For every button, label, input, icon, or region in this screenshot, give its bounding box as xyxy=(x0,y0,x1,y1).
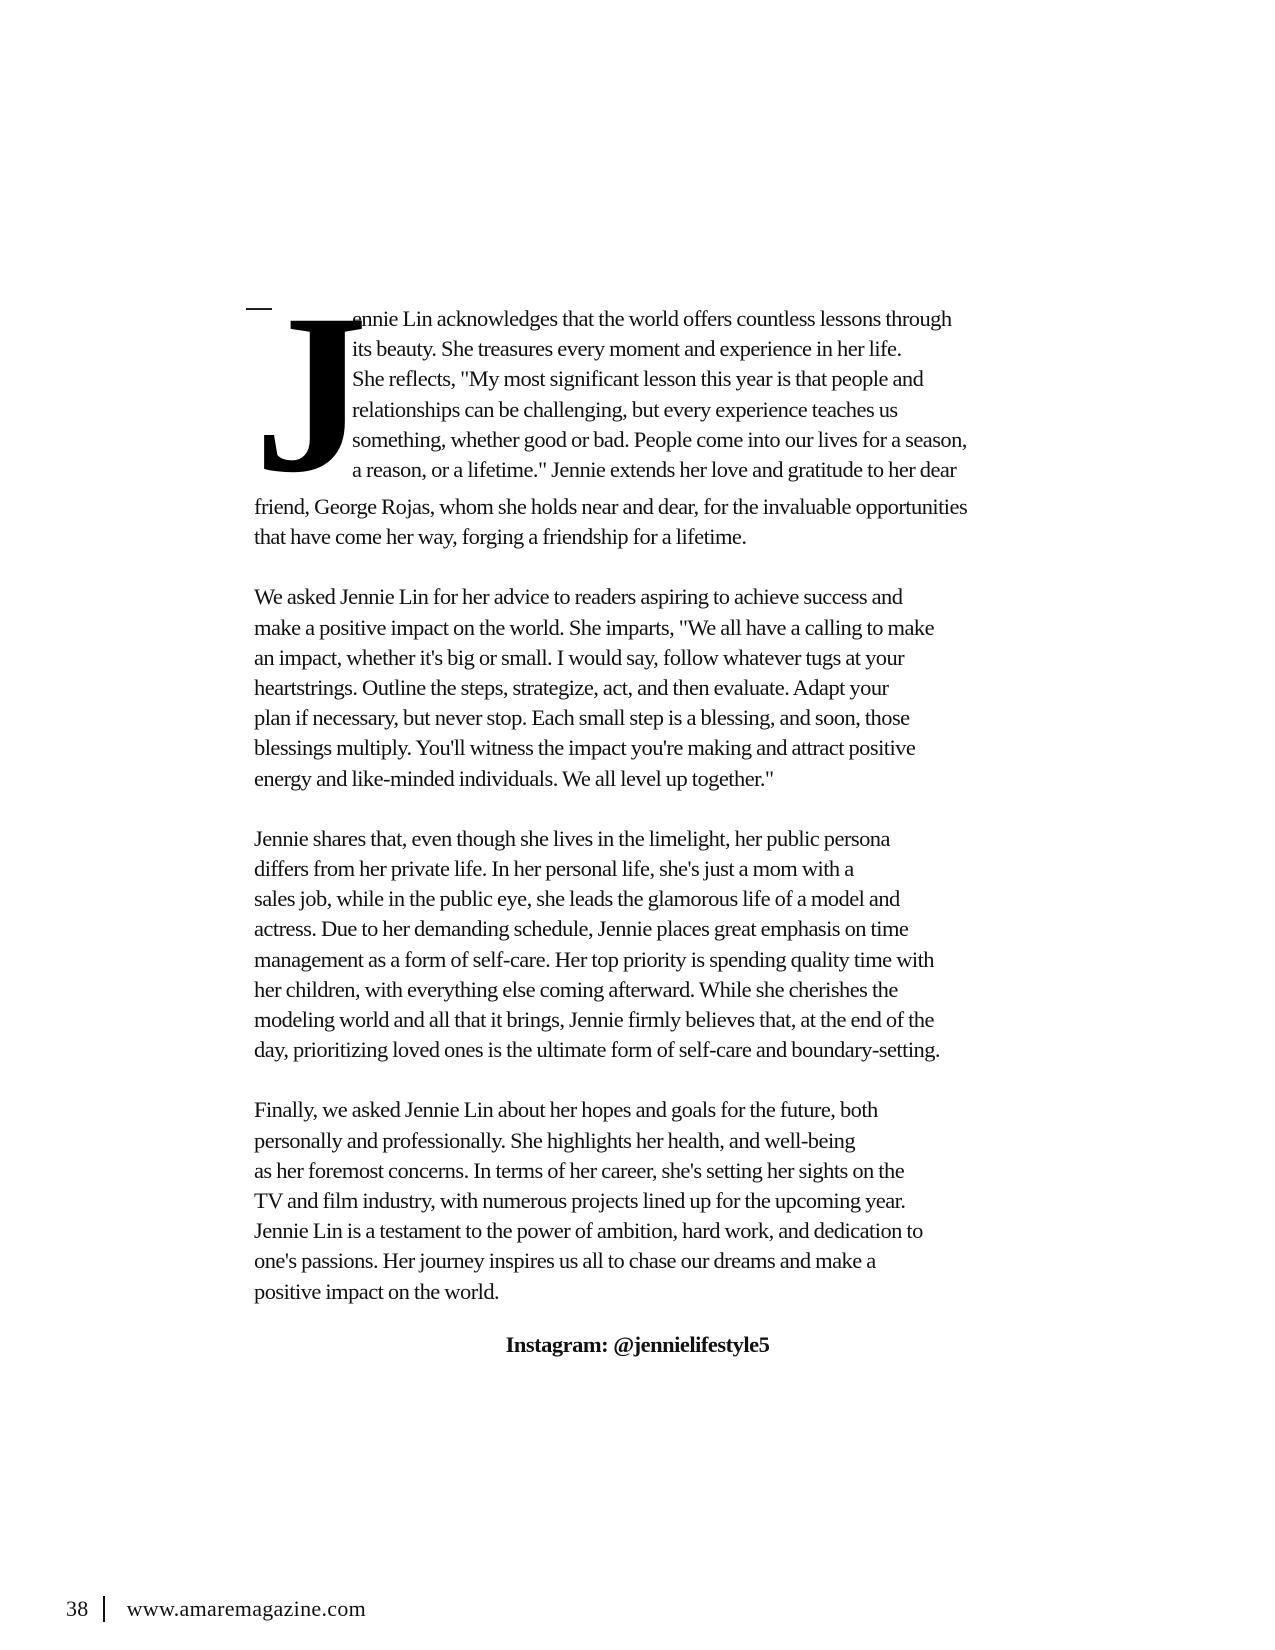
text-line: her children, with everything else coming afterward. While she cherishes the xyxy=(254,976,898,1002)
text-line: that have come her way, forging a friendship for a lifetime. xyxy=(254,524,747,550)
text-line: Jennie Lin is a testament to the power of ambition, hard work, and dedication to xyxy=(254,1218,923,1244)
text-line: ennie Lin acknowledges that the world offers countless lessons through xyxy=(352,306,952,331)
text-line: management as a form of self-care. Her top priority is spending quality time with xyxy=(254,946,934,972)
instagram-handle: Instagram: @jennielifestyle5 xyxy=(505,1332,770,1357)
page-number: 38 xyxy=(66,1596,89,1621)
text-line: day, prioritizing loved ones is the ultimate form of self-care and boundary-setting. xyxy=(254,1037,940,1063)
dropcap-container xyxy=(254,268,368,520)
text-line: energy and like-minded individuals. We all level up together." xyxy=(254,765,774,791)
text-line: personally and professionally. She highlights her health, and well-being xyxy=(254,1127,856,1153)
paragraph-4 xyxy=(254,1095,1024,1306)
text-line: Jennie shares that, even though she lives in the limelight, her public persona xyxy=(254,825,890,851)
text-line: sales job, while in the public eye, she leads the glamorous life of a model and xyxy=(254,886,900,912)
paragraph-3 xyxy=(254,824,1024,1066)
text-line: positive impact on the world. xyxy=(254,1278,500,1304)
text-line: relationships can be challenging, but every experience teaches us xyxy=(352,396,898,422)
text-line: its beauty. She treasures every moment and experience in her life. xyxy=(352,336,902,362)
text-line: a reason, or a lifetime." Jennie extends her love and gratitude to her dear xyxy=(352,457,957,483)
text-line: modeling world and all that it brings, Jennie firmly believes that, at the end of the xyxy=(254,1007,934,1033)
text-line: plan if necessary, but never stop. Each small step is a blessing, and soon, those xyxy=(254,705,910,731)
text-line: heartstrings. Outline the steps, strategize, act, and then evaluate. Adapt your xyxy=(254,675,889,701)
text-line: blessings multiply. You'll witness the impact you're making and attract positive xyxy=(254,735,916,761)
text-line: She reflects, "My most significant lesson this year is that people and xyxy=(352,366,924,392)
page-footer xyxy=(66,1596,366,1622)
article-body xyxy=(254,268,1024,1337)
dropcap-letter: J xyxy=(254,268,368,520)
text-line: something, whether good or bad. People come into our lives for a season, xyxy=(352,426,967,452)
text-line: an impact, whether it's big or small. I would say, follow whatever tugs at your xyxy=(254,644,905,670)
text-line: actress. Due to her demanding schedule, Jennie places great emphasis on time xyxy=(254,916,909,942)
text-line: TV and film industry, with numerous projects lined up for the upcoming year. xyxy=(254,1188,906,1214)
text-line: one's passions. Her journey inspires us all to chase our dreams and make a xyxy=(254,1248,876,1274)
text-line: as her foremost concerns. In terms of her career, she's setting her sights on the xyxy=(254,1157,905,1183)
footer-divider xyxy=(103,1596,105,1622)
text-line: We asked Jennie Lin for her advice to readers aspiring to achieve success and xyxy=(254,584,903,610)
text-line: Finally, we asked Jennie Lin about her hopes and goals for the future, both xyxy=(254,1097,878,1123)
text-line: differs from her private life. In her personal life, she's just a mom with a xyxy=(254,856,854,882)
text-line: make a positive impact on the world. She imparts, "We all have a calling to make xyxy=(254,614,935,640)
paragraph-1 xyxy=(254,268,1024,552)
text-line: friend, George Rojas, whom she holds near and dear, for the invaluable opportunities xyxy=(254,494,968,519)
website-link[interactable]: www.amaremagazine.com xyxy=(126,1596,367,1621)
paragraph-2 xyxy=(254,582,1024,793)
